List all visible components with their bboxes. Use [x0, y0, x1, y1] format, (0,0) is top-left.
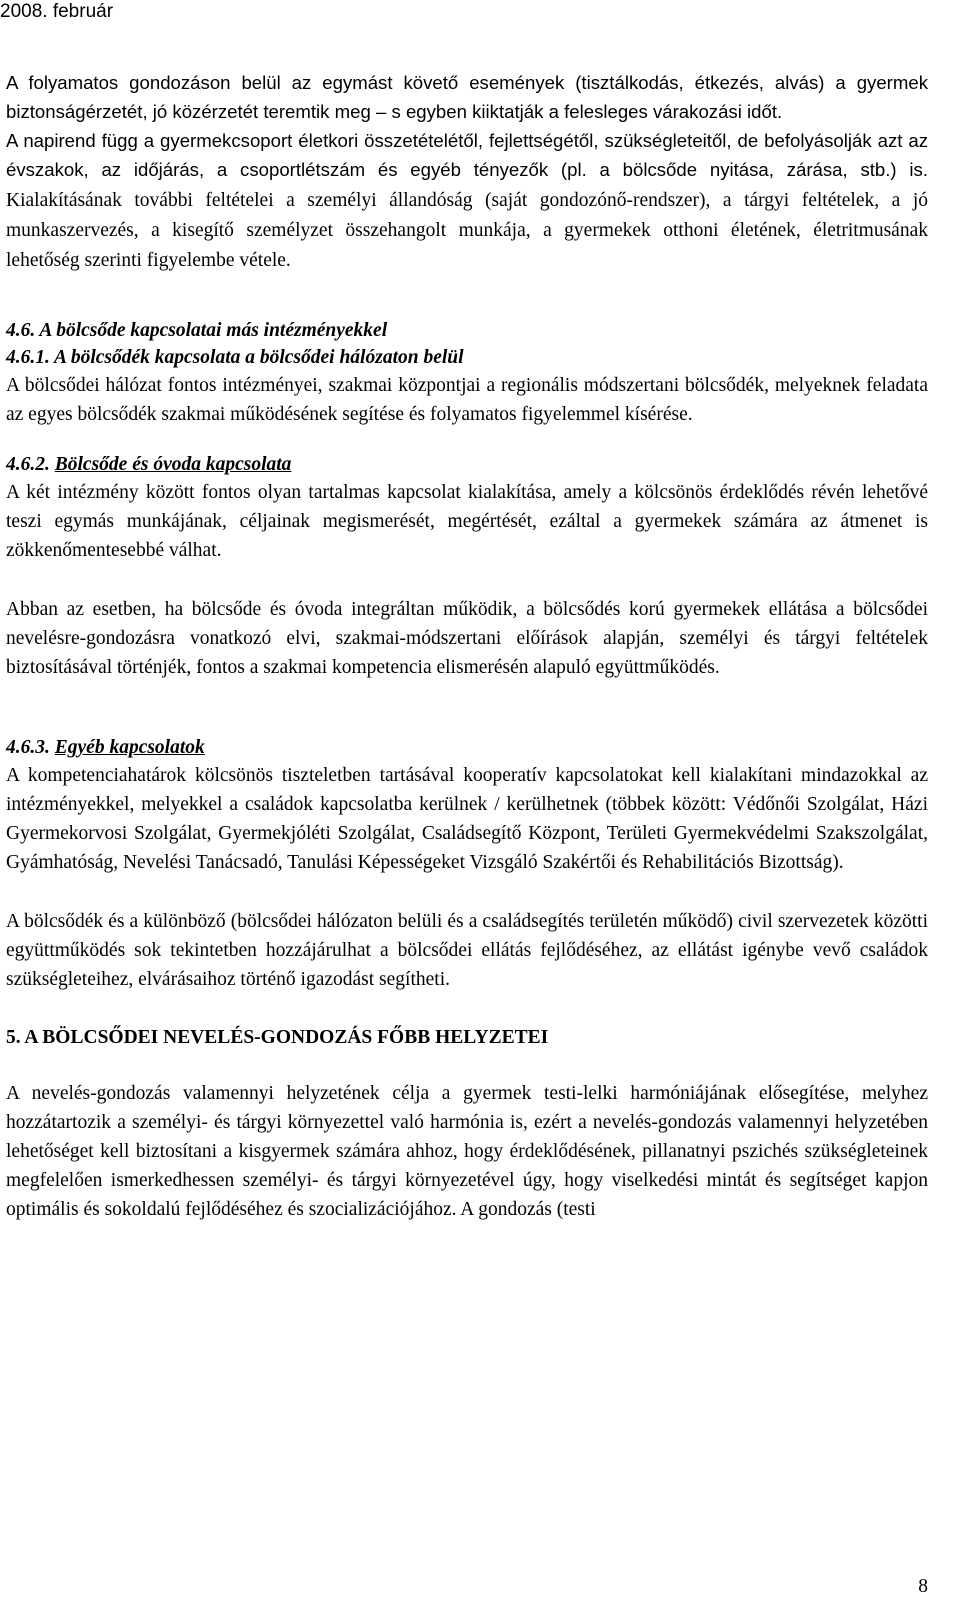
- subsection-number-4-6-1: 4.6.1.: [6, 347, 55, 368]
- chapter-heading-5: 5. A BÖLCSŐDEI NEVELÉS-GONDOZÁS FŐBB HELYZETEI: [6, 1027, 549, 1048]
- subsection-heading-4-6-3: [6, 734, 928, 761]
- subsection-heading-4-6-2: [6, 451, 928, 478]
- subsection-title-4-6-2: Bölcsőde és óvoda kapcsolata: [54, 454, 292, 475]
- paragraph-civil-organizations: A bölcsődék és a különböző (bölcsődei hálózaton belüli és a családsegítés területén működő) civil szervezetek közötti együttműködés sok tekintetben hozzájárulhat a bölcsődei ellátás fejlődéséhez, az ellátást igénybe vevő családok szükségleteihez, elvárásaihoz történő igazodást segítheti.: [6, 911, 928, 990]
- subsection-number-4-6-2: 4.6.2.: [6, 454, 55, 475]
- paragraph-kindergarten-relation: A két intézmény között fontos olyan tartalmas kapcsolat kialakítása, amely a kölcsönös érdeklődés révén lehetővé teszi egymás munkájának, céljainak megismerését, megértését, ezáltal a gyermekek számára az átmenet is zökkenőmentesebbé válhat.: [6, 482, 928, 561]
- paragraph-other-relations: A kompetenciahatárok kölcsönös tiszteletben tartásával kooperatív kapcsolatokat kell kialakítani mindazokkal az intézményekkel, melyekkel a családok kapcsolatba kerülnek / kerülhetnek (többek között: Védőnői Szolgálat, Házi Gyermekorvosi Szolgálat, Gyermekjóléti Szolgálat, Családsegítő Központ, Területi Gyermekvédelmi Szakszolgálat, Gyámhatóság, Nevelési Tanácsadó, Tanulási Képességeket Vizsgáló Szakértői és Rehabilitációs Bizottság).: [6, 765, 928, 873]
- paragraph-daily-schedule: [6, 126, 928, 275]
- paragraph-continuous-care: A folyamatos gondozáson belül az egymást követő események (tisztálkodás, étkezés, alvás) a gyermek biztonságérzetét, jó közérzetét teremtik meg – s egyben kiiktatják a felesleges várakozási időt.: [6, 72, 928, 122]
- subsection-number-4-6-3: 4.6.3.: [6, 737, 55, 758]
- subsection-heading-4-6-1: [6, 344, 928, 371]
- section-heading-4-6: 4.6. A bölcsőde kapcsolatai más intézményekkel: [6, 320, 388, 341]
- paragraph-daily-schedule-part1: A napirend függ a gyermekcsoport életkori összetételétől, fejlettségétől, szükségleteitől, de befolyásolják azt az évszakok, az időjárás, a csoportlétszám és egyéb tényezők (pl. a bölcsőde nyitása, zárása, stb.) is.: [6, 130, 928, 180]
- paragraph-integrated-operation: Abban az esetben, ha bölcsőde és óvoda integráltan működik, a bölcsődés korú gyermekek ellátása a bölcsődei nevelésre-gondozásra vonatkozó elvi, szakmai-módszertani előírások alapján, személyi és tárgyi feltételek biztosításával történjék, fontos a szakmai kompetencia elismerésén alapuló együttműködés.: [6, 599, 928, 678]
- paragraph-care-situations: A nevelés-gondozás valamennyi helyzetének célja a gyermek testi-lelki harmóniájának elősegítése, melyhez hozzátartozik a személyi- és tárgyi környezettel való harmónia is, ezért a nevelés-gondozás valamennyi helyzetében lehetőséget kell biztosítani a kisgyermek számára ahhoz, hogy érdeklődésének, pillanatnyi pszichés szükségleteinek megfelelően ismerkedhessen személyi- és tárgyi környezetével úgy, hogy viselkedési mintát és segítséget kapjon optimális és sokoldalú fejlődéséhez és szocializációjához. A gondozás (testi: [6, 1083, 928, 1220]
- page-number: 8: [918, 1576, 928, 1597]
- subsection-title-4-6-1: A bölcsődék kapcsolata a bölcsődei hálózaton belül: [54, 347, 464, 368]
- document-body: [6, 68, 928, 1224]
- paragraph-daily-schedule-part2: Kialakításának további feltételei a személyi állandóság (saját gondozónő-rendszer), a tárgyi feltételek, a jó munkaszervezés, a kisegítő személyzet összehangolt munkája, a gyermekek otthoni életének, életritmusának lehetőség szerinti figyelembe vétele.: [6, 190, 928, 271]
- paragraph-network: A bölcsődei hálózat fontos intézményei, szakmai központjai a regionális módszertani bölcsődék, melyeknek feladata az egyes bölcsődék szakmai működésének segítése és folyamatos figyelemmel kísérése.: [6, 375, 928, 425]
- page-header-date: 2008. február: [0, 1, 114, 22]
- subsection-title-4-6-3: Egyéb kapcsolatok: [54, 737, 205, 758]
